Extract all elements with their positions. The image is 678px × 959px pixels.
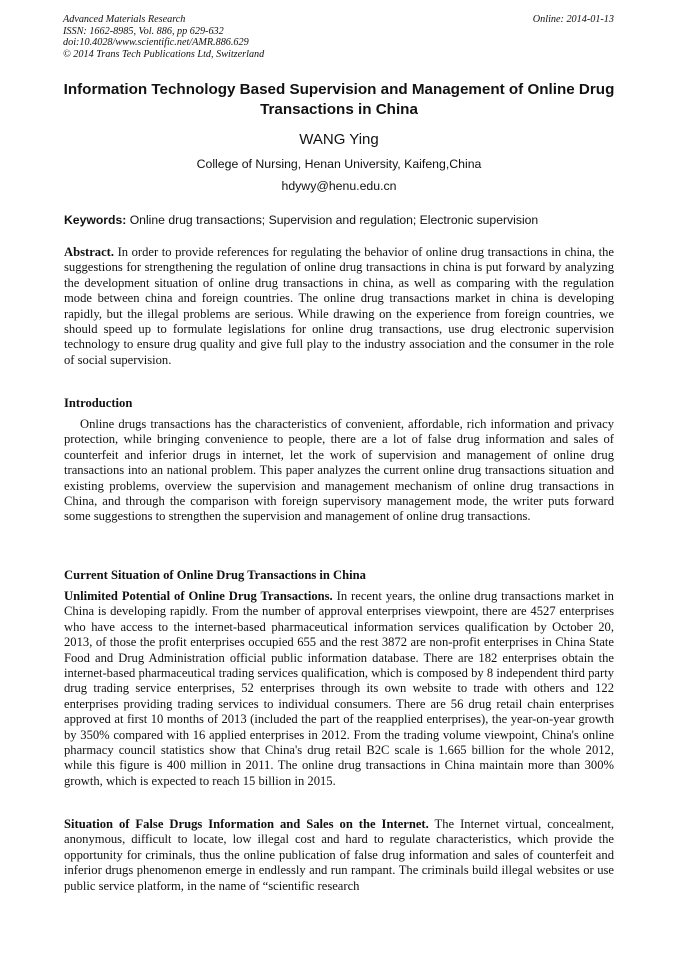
- paragraph-label-unlimited-potential: Unlimited Potential of Online Drug Transactions.: [64, 589, 333, 603]
- author-name: WANG Ying: [299, 131, 379, 148]
- online-date: Online: 2014-01-13: [532, 14, 614, 25]
- abstract: [64, 245, 614, 368]
- section-heading-current-situation: Current Situation of Online Drug Transactions in China: [64, 568, 366, 582]
- copyright-line: © 2014 Trans Tech Publications Ltd, Switzerland: [63, 48, 265, 60]
- journal-header: [63, 14, 463, 60]
- paragraph-text-false-drugs: The Internet virtual, concealment, anonymous, difficult to locate, low illegal cost and hard to regulate characteristics, which provide the opportunity for criminals, thus the online publication of false drug information and sales of counterfeit and inferior drugs phenomenon emerge in endlessly and run rampant. The criminals build illegal websites or use public service platform, in the name of “scientific research: [64, 817, 614, 893]
- introduction-paragraph: Online drugs transactions has the characteristics of convenient, affordable, rich information and privacy protection, while bringing convenience to people, there are a lot of false drug information and sales of counterfeit and inferior drugs in internet, let the work of supervision and management of online drug transactions into an national problem. This paper analyzes the current online drug transactions situation and existing problems, overview the supervision and management mechanism of online drug transactions in China, and through the comparison with foreign supervisory management mode, the writer puts forward some suggestions to strengthen the supervision and management of online drug transactions.: [64, 417, 614, 524]
- journal-name: Advanced Materials Research: [63, 14, 186, 25]
- keywords-text: Online drug transactions; Supervision and regulation; Electronic supervision: [129, 213, 539, 227]
- paragraph-label-false-drugs: Situation of False Drugs Information and Sales on the Internet.: [64, 817, 429, 831]
- paragraph-false-drugs: [64, 817, 614, 894]
- keywords-label: Keywords:: [64, 213, 127, 227]
- doi-line: doi:10.4028/www.scientific.net/AMR.886.629: [63, 37, 249, 49]
- issn-line: ISSN: 1662-8985, Vol. 886, pp 629-632: [63, 25, 224, 37]
- paper-title: Information Technology Based Supervision and Management of Online Drug Transactions in China: [63, 81, 615, 118]
- author-email: hdywy@henu.edu.cn: [281, 179, 397, 193]
- abstract-label: Abstract.: [64, 245, 115, 259]
- abstract-text: In order to provide references for regulating the behavior of online drug transactions in china, the suggestions for strengthening the regulation of online drug transactions in china is put forward by analyzing the development situation of online drug transactions in china, as well as comparing with the regulation mode between china and foreign countries. The online drug transactions market in china is developing rapidly, but the illegal problems are serious. While drawing on the experience from foreign countries, we should speed up to formulate legislations for online drug transactions, use drug electronic supervision technology to ensure drug quality and give full play to the industry association and the consumer in the role of social supervision.: [64, 245, 614, 367]
- paragraph-unlimited-potential: [64, 589, 614, 789]
- keywords: [64, 213, 624, 228]
- paragraph-text-unlimited-potential: In recent years, the online drug transactions market in China is developing rapidly. From the number of approval enterprises viewpoint, there are 4527 enterprises who have access to the internet-based pharmaceutical information services qualification by October 20, 2013, of those the profit enterprises occupied 655 and the rest 3872 are non-profit enterprises in China State Food and Drug Administration official public information database. There are 182 enterprises obtain the internet-based pharmaceutical trading services qualification, which is composed by 8 independent third party drug trading service enterprises, 52 enterprises through its own website to trade with others and 122 enterprises providing trading services to individual consumers. There are 56 drug retail chain enterprises approved at first 10 months of 2013 (included the part of the reapplied enterprises), the year-on-year growth by 350% compared with 16 applied enterprises in 2012. From the trading volume viewpoint, China's online pharmacy council statistics show that China's drug retail B2C scale is 1.665 billion for the whole 2012, while this figure is 400 million in 2011. The online drug transactions in China maintain more than 300% growth, which is expected to reach 15 billion in 2015.: [64, 589, 614, 788]
- author-affiliation: College of Nursing, Henan University, Kaifeng,China: [196, 157, 482, 171]
- introduction-heading: Introduction: [64, 396, 133, 410]
